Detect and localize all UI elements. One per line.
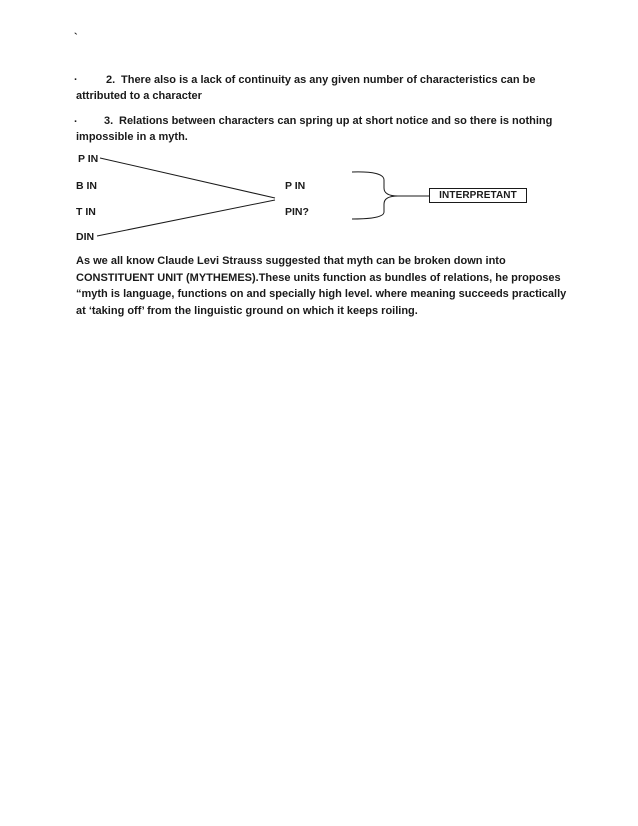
point-3-line-2: impossible in a myth. <box>76 131 188 143</box>
diagram-label-middle-p-in: P IN <box>285 180 306 192</box>
top-mark: ` <box>74 32 78 44</box>
point-2-line-1: There also is a lack of continuity as any given number of characteristics can be <box>121 74 536 86</box>
bullet-point-2: · <box>74 74 78 86</box>
diagram-label-t-in: T IN <box>76 206 96 218</box>
bullet-point-3: · <box>74 116 78 128</box>
diagram-label-din: DIN <box>76 231 95 243</box>
diagram-line-upper <box>100 158 275 198</box>
diagram-line-lower <box>97 200 275 236</box>
interpretant-box: INTERPRETANT <box>429 188 527 203</box>
diagram-label-pin-question: PIN? <box>285 206 309 218</box>
closing-paragraph-line-2: CONSTITUENT UNIT (MYTHEMES).These units function as bundles of relations, he proposes <box>76 271 561 284</box>
closing-paragraph-line-4: at ‘taking off’ from the linguistic ground on which it keeps roiling. <box>76 304 418 317</box>
curly-brace-icon <box>352 172 398 219</box>
point-2-number: 2. <box>106 74 116 86</box>
closing-paragraph-line-1: As we all know Claude Levi Strauss suggested that myth can be broken down into <box>76 255 506 267</box>
diagram-label-p-in: P IN <box>78 153 99 165</box>
point-3-number: 3. <box>104 115 114 127</box>
point-2-line-2: attributed to a character <box>76 90 202 102</box>
diagram-label-b-in: B IN <box>76 180 97 192</box>
closing-paragraph-line-3: “myth is language, functions on and specially high level. where meaning succeeds practically <box>76 288 567 300</box>
point-3-line-1: Relations between characters can spring up at short notice and so there is nothing <box>119 115 553 127</box>
